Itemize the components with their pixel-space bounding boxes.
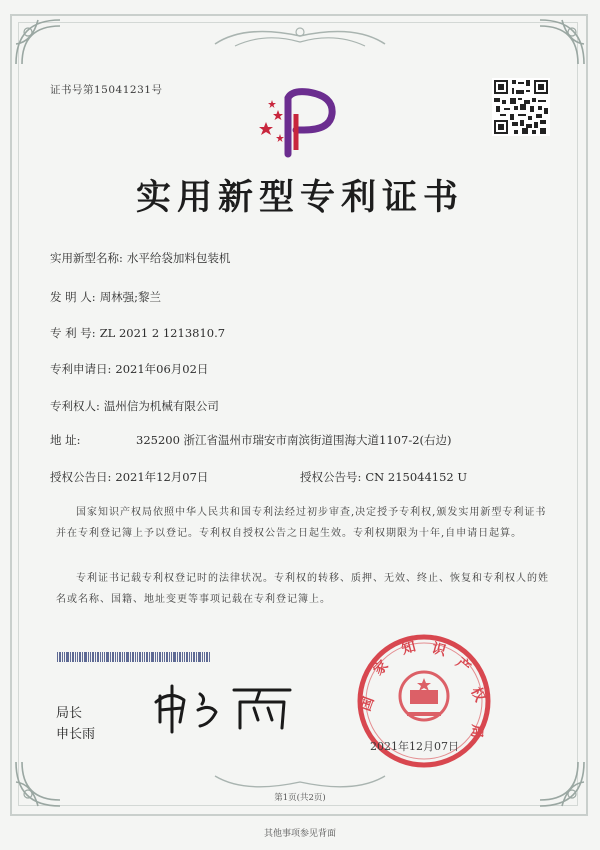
barcode-stripe [159, 652, 161, 662]
barcode-stripe [189, 652, 190, 662]
barcode-stripe [115, 652, 116, 662]
patentee-value: 温州信为机械有限公司 [103, 399, 219, 413]
field-publication-date [50, 469, 208, 485]
barcode-stripe [62, 652, 63, 662]
barcode-stripe [193, 652, 195, 662]
barcode-stripe [130, 652, 131, 662]
barcode-stripe [95, 652, 96, 662]
barcode-stripe [155, 652, 156, 662]
handwritten-signature [150, 682, 300, 734]
director-name: 申长雨 [56, 727, 96, 742]
field-application-date [50, 361, 208, 377]
page-number: 第1页(共2页) [274, 793, 326, 803]
barcode-stripe [88, 652, 89, 662]
application-date-value: 2021年06月02日 [115, 362, 209, 376]
qr-code-icon [492, 78, 550, 136]
footer-note: 其他事项参见背面 [263, 829, 336, 839]
field-publication-number [300, 469, 467, 485]
barcode-stripe [179, 652, 181, 662]
barcode-stripe [196, 652, 197, 662]
barcode-stripe [117, 652, 118, 662]
field-patent-number [50, 325, 225, 341]
patentee-label: 专利权人: [50, 399, 100, 413]
barcode-stripe [139, 652, 141, 662]
barcode-stripe [102, 652, 103, 662]
barcode-stripe [202, 652, 203, 662]
cnipa-logo-icon [252, 84, 348, 160]
barcode-stripe [122, 652, 123, 662]
body-paragraph-1: 国家知识产权局依照中华人民共和国专利法经过初步审查,决定授予专利权,颁发实用新型专利证书并在专利登记簿上予以登记。专利权自授权公告之日起生效。专利权期限为十年,自申请日起算。 [56, 507, 547, 539]
barcode-stripe [59, 652, 61, 662]
barcode-stripe [191, 652, 192, 662]
barcode-stripe [166, 652, 168, 662]
barcode-stripe [57, 652, 58, 662]
barcode-stripe [79, 652, 81, 662]
name-value: 水平给袋加料包装机 [126, 251, 231, 265]
inventor-value: 周林强;黎兰 [99, 290, 162, 304]
barcode-stripe [137, 652, 138, 662]
barcode-stripe [97, 652, 99, 662]
barcode-stripe [92, 652, 94, 662]
barcode-stripe [64, 652, 65, 662]
barcode-stripe [70, 652, 71, 662]
barcode-stripe [119, 652, 121, 662]
barcode [57, 652, 245, 662]
field-utility-model-name [50, 250, 230, 266]
svg-text:国: 国 [357, 694, 378, 714]
field-inventor [50, 289, 161, 305]
name-label: 实用新型名称: [50, 251, 123, 265]
barcode-stripe [66, 652, 69, 662]
corner-ornament-top-left [12, 16, 64, 68]
svg-text:家: 家 [370, 657, 392, 679]
barcode-stripe [149, 652, 150, 662]
seal-date: 2021年12月07日 [370, 740, 459, 753]
barcode-stripe [186, 652, 188, 662]
svg-text:产: 产 [452, 654, 474, 677]
barcode-stripe [169, 652, 170, 662]
field-patentee [50, 398, 219, 414]
barcode-stripe [132, 652, 134, 662]
inventor-label: 发 明 人: [50, 290, 96, 304]
barcode-stripe [177, 652, 178, 662]
barcode-stripe [173, 652, 176, 662]
barcode-stripe [84, 652, 87, 662]
barcode-stripe [144, 652, 145, 662]
body-paragraph-2: 专利证书记载专利权登记时的法律状况。专利权的转移、质押、无效、终止、恢复和专利权人的姓名或名称、国籍、地址变更等事项记载在专利登记簿上。 [56, 573, 549, 605]
barcode-stripe [110, 652, 111, 662]
svg-text:知: 知 [399, 638, 418, 658]
barcode-stripe [124, 652, 125, 662]
barcode-stripe [157, 652, 158, 662]
certificate-title: 实用新型专利证书 [135, 177, 464, 218]
barcode-stripe [90, 652, 91, 662]
barcode-stripe [126, 652, 129, 662]
patent-number-label: 专 利 号: [50, 326, 96, 340]
barcode-stripe [162, 652, 163, 662]
barcode-stripe [135, 652, 136, 662]
barcode-stripe [106, 652, 109, 662]
publication-date-value: 2021年12月07日 [115, 470, 209, 484]
barcode-stripe [206, 652, 208, 662]
application-date-label: 专利申请日: [50, 362, 112, 376]
barcode-stripe [146, 652, 148, 662]
top-ornament [205, 22, 395, 52]
barcode-stripe [171, 652, 172, 662]
address-label: 地 址: [50, 433, 81, 447]
svg-text:识: 识 [429, 640, 448, 660]
address-value: 325200 浙江省温州市瑞安市南滨街道围海大道1107-2(右边) [136, 433, 452, 447]
svg-text:局: 局 [467, 723, 485, 739]
barcode-stripe [72, 652, 74, 662]
barcode-stripe [112, 652, 114, 662]
barcode-stripe [142, 652, 143, 662]
barcode-stripe [82, 652, 83, 662]
barcode-stripe [151, 652, 154, 662]
barcode-stripe [75, 652, 76, 662]
publication-date-label: 授权公告日: [50, 470, 112, 484]
publication-number-value: CN 215044152 U [365, 470, 468, 484]
certificate-number: 证书号第15041231号 [50, 84, 163, 96]
barcode-stripe [204, 652, 205, 662]
svg-text:权: 权 [467, 684, 488, 705]
director-title: 局长 [56, 706, 83, 721]
field-address [50, 432, 81, 448]
barcode-stripe [184, 652, 185, 662]
barcode-stripe [100, 652, 101, 662]
barcode-stripe [198, 652, 201, 662]
barcode-stripe [77, 652, 78, 662]
barcode-stripe [104, 652, 105, 662]
barcode-stripe [182, 652, 183, 662]
corner-ornament-top-right [536, 16, 588, 68]
barcode-stripe [209, 652, 210, 662]
barcode-stripe [164, 652, 165, 662]
patent-number-value: ZL 2021 2 1213810.7 [99, 326, 226, 340]
publication-number-label: 授权公告号: [300, 470, 362, 484]
